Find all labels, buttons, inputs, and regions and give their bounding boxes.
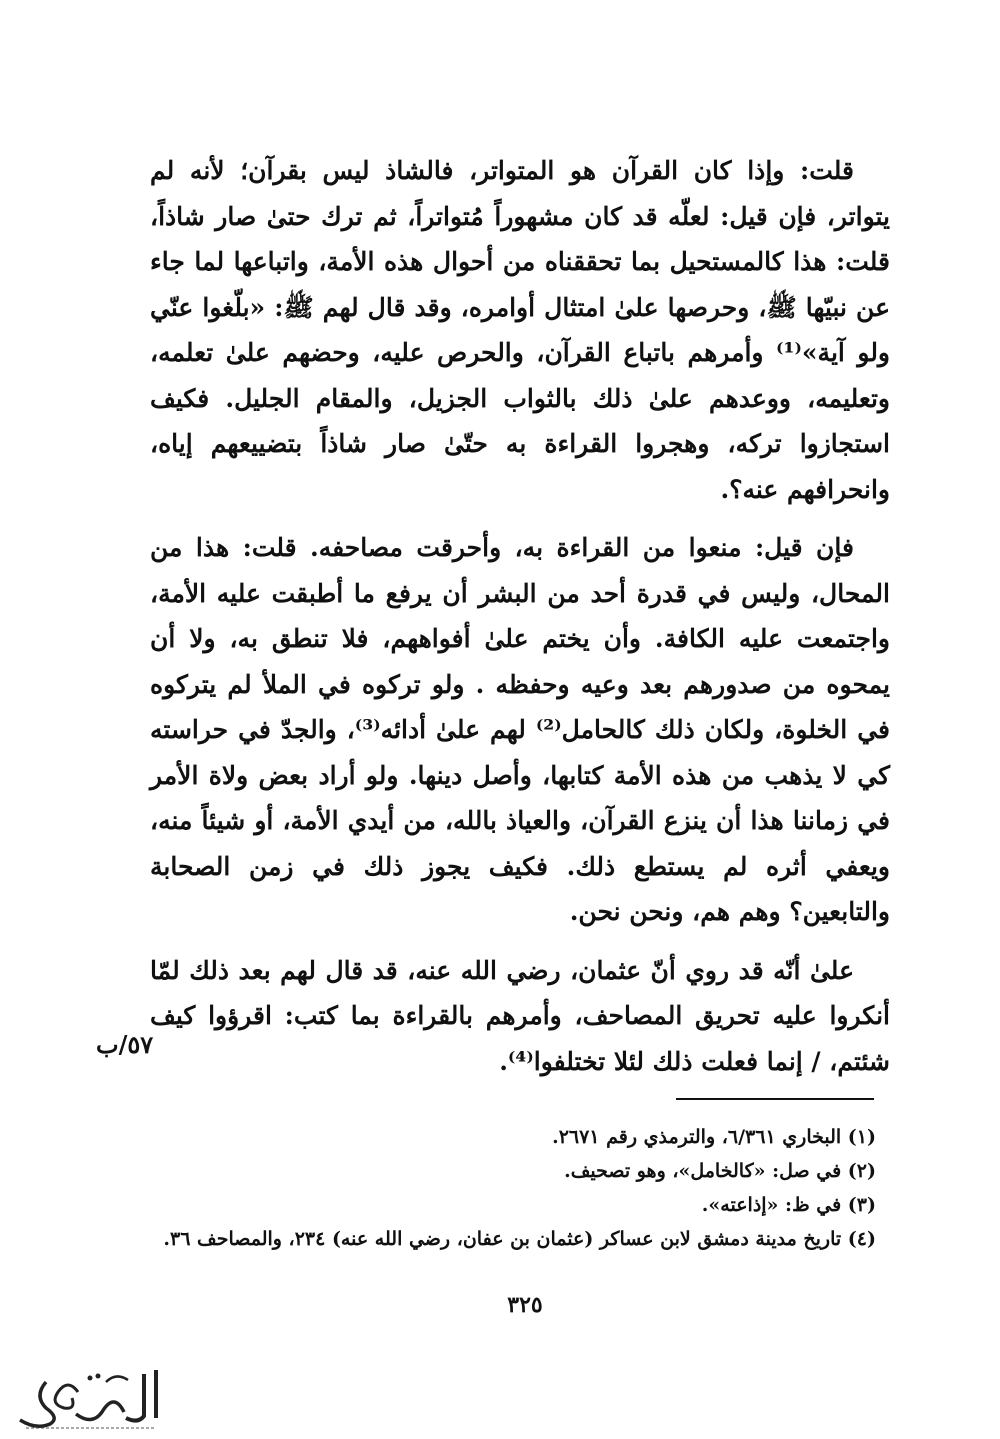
- paragraph-1: [150, 148, 890, 512]
- main-text: [150, 148, 890, 1084]
- calligraphy-logo-icon: [6, 1352, 166, 1432]
- footnote-2: (٢) في صل: «كالخامل»، وهو تصحيف.: [564, 1160, 876, 1182]
- footnote-separator: [676, 1098, 874, 1100]
- paragraph-3: [150, 948, 890, 1085]
- footnote-1: (١) البخاري ٦/٣٦١، والترمذي رقم ٢٦٧١.: [552, 1126, 876, 1148]
- paragraph-3-text: علىٰ أنّه قد روي أنّ عثمان، رضي الله عنه، قد قال لهم بعد ذلك لمّا أنكروا عليه تحريق المصاحف، وأمرهم بالقراءة بما كتب: اقرؤوا كيف شئتم، / إنما فعلت ذلك لئلا تختلفوا⁽⁴⁾.: [150, 955, 890, 1076]
- footnotes: [150, 1120, 876, 1256]
- footnote-3: (٣) في ظ: «إذاعته».: [701, 1194, 876, 1216]
- paragraph-2-text: فإن قيل: منعوا من القراءة به، وأحرقت مصاحفه. قلت: هذا من المحال، وليس في قدرة أحد من البشر أن يرفع ما أطبقت عليه الأمة، واجتمعت عليه الكافة. وأن يختم علىٰ أفواههم، فلا تنطق به، ولا أن يمحوه من صدورهم بعد وعيه وحفظه . ولو تركوه في الملأ لم يتركوه في الخلوة، ولكان ذلك كالحامل⁽²⁾ لهم علىٰ أدائه⁽³⁾، والجدّ في حراسته كي لا يذهب من هذه الأمة كتابها، وأصل دينها. ولو أراد بعض ولاة الأمر في زماننا هذا أن ينزع القرآن، والعياذ بالله، من أيدي الأمة، أو شيئاً منه، ويعفي أثره لم يستطع ذلك. فكيف يجوز ذلك في زمن الصحابة والتابعين؟ وهم هم، ونحن نحن.: [150, 533, 890, 926]
- manuscript-folio-marker: ٥٧/ب: [96, 1030, 154, 1059]
- paragraph-1-text: قلت: وإذا كان القرآن هو المتواتر، فالشاذ ليس بقرآن؛ لأنه لم يتواتر، فإن قيل: لعلّه قد كان مشهوراً مُتواتراً، ثم ترك حتىٰ صار شاذاً، قلت: هذا كالمستحيل بما تحققناه من أحوال هذه الأمة، واتباعها لما جاء عن نبيّها ﷺ، وحرصها علىٰ امتثال أوامره، وقد قال لهم ﷺ: «بلّغوا عنّي ولو آية»⁽¹⁾ وأمرهم باتباع القرآن، والحرص عليه، وحضهم علىٰ تعلمه، وتعليمه، ووعدهم علىٰ ذلك بالثواب الجزيل، والمقام الجليل. فكيف استجازوا تركه، وهجروا القراءة به حتّىٰ صار شاذاً بتضييعهم إياه، وانحرافهم عنه؟.: [150, 156, 891, 504]
- footnote-4: (٤) تاريخ مدينة دمشق لابن عساكر (عثمان بن عفان، رضي الله عنه) ٢٣٤، والمصاحف ٣٦.: [163, 1228, 876, 1250]
- paragraph-2: [150, 525, 890, 935]
- page-number: ٣٢٥: [507, 1292, 543, 1318]
